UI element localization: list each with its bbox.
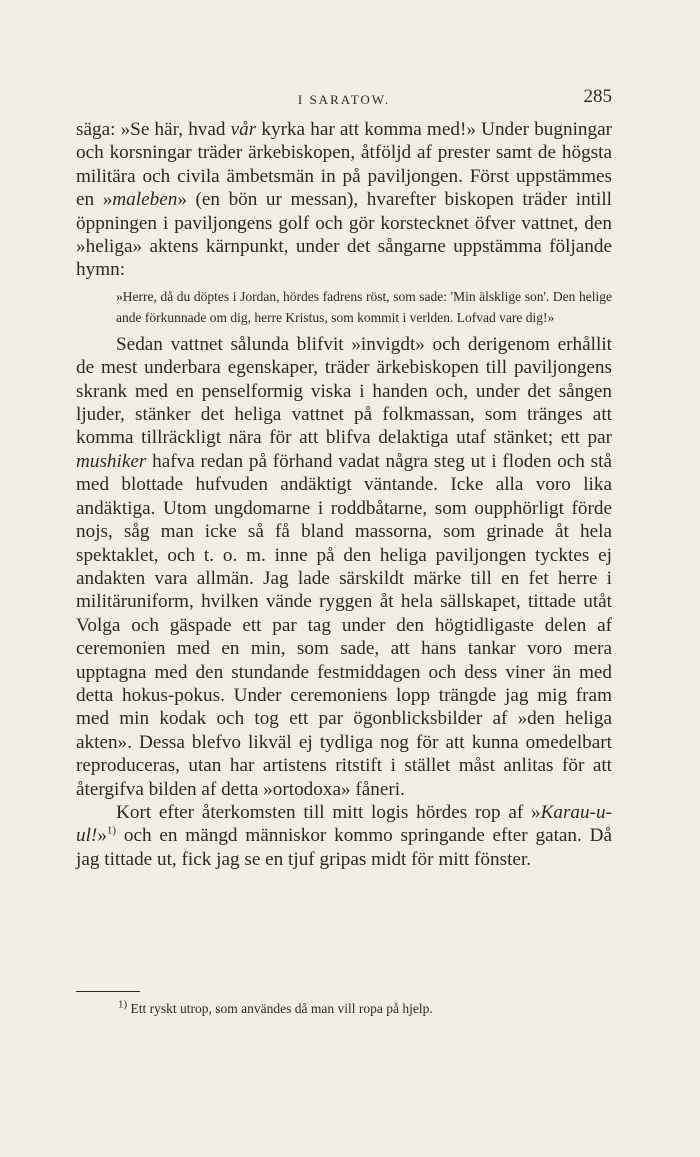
footnote-rule	[76, 991, 140, 992]
text-run: hafva redan på förhand vadat några steg ut i floden och stå med blottade hufvuden andäktigt väntande. Icke alla voro lika andäktiga. Utom ungdomarne i roddbåtarne, som oupphörligt förde nojs, såg man icke så få bland massorna, som grinade åt hela spektaklet, och t. o. m. inne på den heliga paviljongen tycktes ej andakten vara allmän. Jag lade särskildt märke till en fet herre i militäruniform, hvilken vände ryggen åt hela sällskapet, tittade utåt Volga och gäspade ett par tag under den högtidligaste delen af ceremonien med en min, som sade, att hans tankar voro mera upptagna med den stundande festmiddagen och dess viner än med detta hokus-pokus. Under ceremoniens lopp trängde jag mig fram med min kodak och tog ett par ögonblicksbilder af »den heliga akten». Dessa blefvo likväl ej tydliga nog för att kunna omedelbart reproduceras, utan har artistens ritstift i stället måst anlitas för att återgifva bilden af detta »ortodoxa» fåneri.	[76, 450, 612, 800]
text-run: Sedan vattnet sålunda blifvit »invigdt» och derigenom erhållit de mest underbara egenskaper, träder ärkebiskopen till paviljongens skrank med en penselformig viska i handen och, under det sången ljuder, stänker det heliga vattnet på folkmassan, som tränges att komma tillräckligt nära för att blifva delaktiga utaf stänket; ett par	[76, 333, 612, 449]
text-run: och en mängd människor kommo springande efter gatan. Då jag tittade ut, fick jag se en tjuf gripas midt för mitt fönster.	[76, 825, 612, 870]
page-number: 285	[583, 86, 612, 107]
text-run: »	[97, 825, 107, 847]
text-run: säga: »Se här, hvad	[76, 119, 231, 140]
footnote-mark: 1)	[118, 998, 128, 1011]
paragraph	[76, 333, 612, 801]
page-header	[76, 86, 612, 112]
footnote-ref: 1)	[106, 824, 117, 837]
footnote	[118, 998, 433, 1017]
italic-term: maleben	[112, 189, 178, 211]
text-run: Kort efter återkomsten till mitt logis hördes rop af »	[116, 801, 541, 823]
running-title: I SARATOW.	[297, 92, 391, 107]
italic-term: Karau-u-ul!	[76, 801, 612, 847]
italic-term: vår	[230, 119, 257, 140]
text-run: » (en bön ur messan), hvarefter biskopen träder intill öppningen i paviljongens golf och gör korstecknet öfver vattnet, den »heliga» aktens kärnpunkt, under det sångarne uppstämma följande hymn:	[76, 189, 612, 281]
hymn-quote: »Herre, då du döptes i Jordan, hördes fadrens röst, som sade: 'Min älsklige son'. Den helige ande förkunnade om dig, herre Kristus, som kommit i verlden. Lofvad vare dig!»	[116, 288, 612, 326]
footnote-text: Ett ryskt utrop, som användes då man vill ropa på hjelp.	[127, 1001, 433, 1016]
body-text	[76, 118, 612, 871]
text-run: kyrka har att komma med!» Under bugningar och korsningar träder ärkebiskopen, åtföljd af prester samt de högsta militära och civila ämbetsmän in på paviljongen. Först uppstämmes en »	[76, 119, 613, 211]
paragraph	[76, 801, 612, 871]
italic-term: mushiker	[76, 450, 147, 472]
paragraph	[76, 118, 612, 282]
